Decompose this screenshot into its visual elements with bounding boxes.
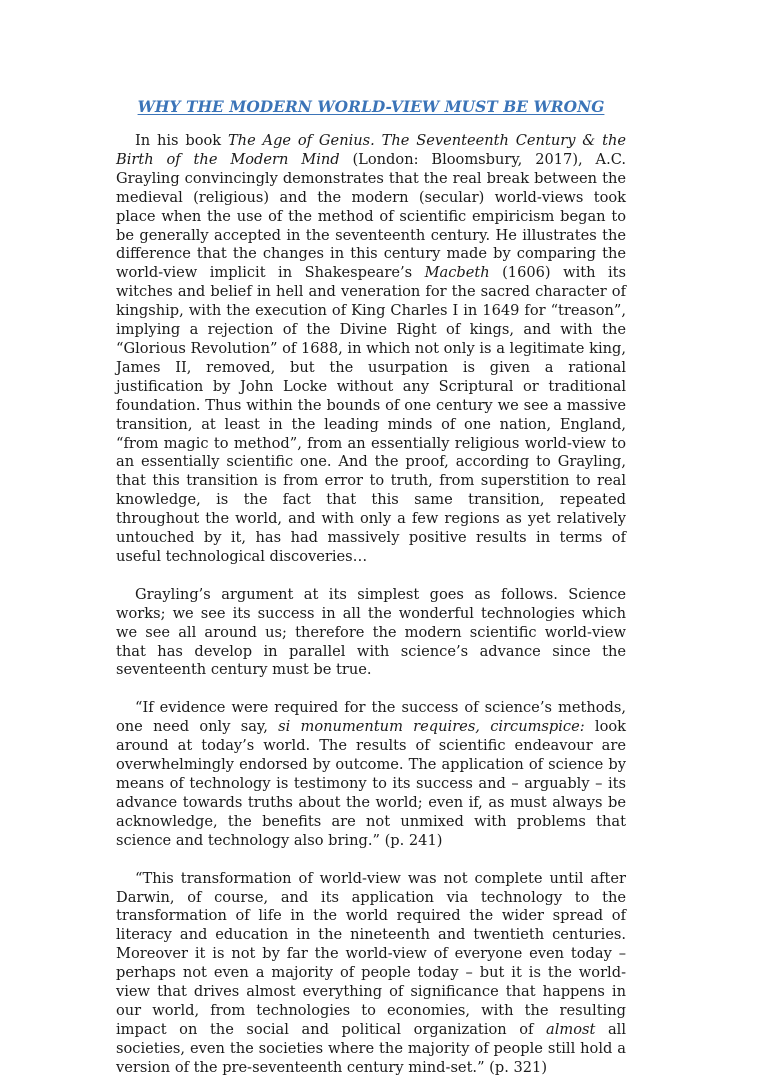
text-run: Grayling’s argument at its simplest goes as follows. Science works; we see its success in all the wonderful technologies which we see all around us; therefore the modern scientific world-view that has develop in parallel with science’s advance since the seventeenth century must be true. xyxy=(116,585,626,679)
text-run: “If evidence were required for the success of science’s methods, one need only say, xyxy=(116,699,626,736)
text-run: all societies, even the societies where the majority of people still hold a version of the pre-seventeenth century mind-set.” (p. 321) xyxy=(116,1020,626,1076)
body-paragraph xyxy=(116,699,626,850)
text-run: (London: Bloomsbury, 2017), A.C. Grayling convincingly demonstrates that the real break between the medieval (religious) and the modern (secular) world-views took place when the use of the method of scientific empiricism began to be generally accepted in the seventeenth century. He illustrates the difference that the changes in this century made by comparing the world-view implicit in Shakespeare’s xyxy=(116,150,626,282)
body-paragraph xyxy=(116,132,626,567)
text-run: (1606) with its witches and belief in hell and veneration for the sacred character of kingship, with the execution of King Charles I in 1649 for “treason”, implying a rejection of the Divine Right of kings, and with the “Glorious Revolution” of 1688, in which not only is a legitimate king, James II, removed, but the usurpation is given a rational justification by John Locke without any Scriptural or traditional foundation. Thus within the bounds of one century we see a massive transition, at least in the leading minds of one nation, England, “from magic to method”, from an essentially religious world-view to an essentially scientific one. And the proof, according to Grayling, that this transition is from error to truth, from superstition to real knowledge, is the fact that this same transition, repeated throughout the world, and with only a few regions as yet relatively untouched by it, has had massively positive results in terms of useful technological discoveries… xyxy=(116,264,627,565)
body-paragraph xyxy=(116,586,626,681)
document-title: WHY THE MODERN WORLD-VIEW MUST BE WRONG xyxy=(137,98,605,116)
italic-text-run: The Age of Genius. The Seventeenth Century & the Birth of the Modern Mind xyxy=(116,132,626,168)
text-run: In his book xyxy=(135,132,228,149)
text-run: look around at today’s world. The results of scientific endeavour are overwhelmingly endorsed by outcome. The application of science by means of technology is testimony to its success and – arguably – its advance towards truths about the world; even if, as must always be acknowledge, the benefits are not unmixed with problems that science and technology also bring.” (p. 241) xyxy=(116,718,626,849)
text-run: “This transformation of world-view was not complete until after Darwin, of course, and its application via technology to the transformation of life in the world required the wider spread of literacy and education in the nineteenth and twentieth centuries. Moreover it is not by far the world-view of everyone even today – perhaps not even a majority of people today – but it is the world-view that drives almost everything of significance that happens in our world, from technologies to economies, with the resulting impact on the social and political organization of xyxy=(116,869,626,1038)
document-body xyxy=(116,132,626,1078)
italic-text-run: almost xyxy=(546,1020,596,1038)
italic-text-run: si monumentum requires, circumspice: xyxy=(278,718,585,736)
body-paragraph xyxy=(116,870,626,1078)
italic-text-run: Macbeth xyxy=(424,264,490,282)
